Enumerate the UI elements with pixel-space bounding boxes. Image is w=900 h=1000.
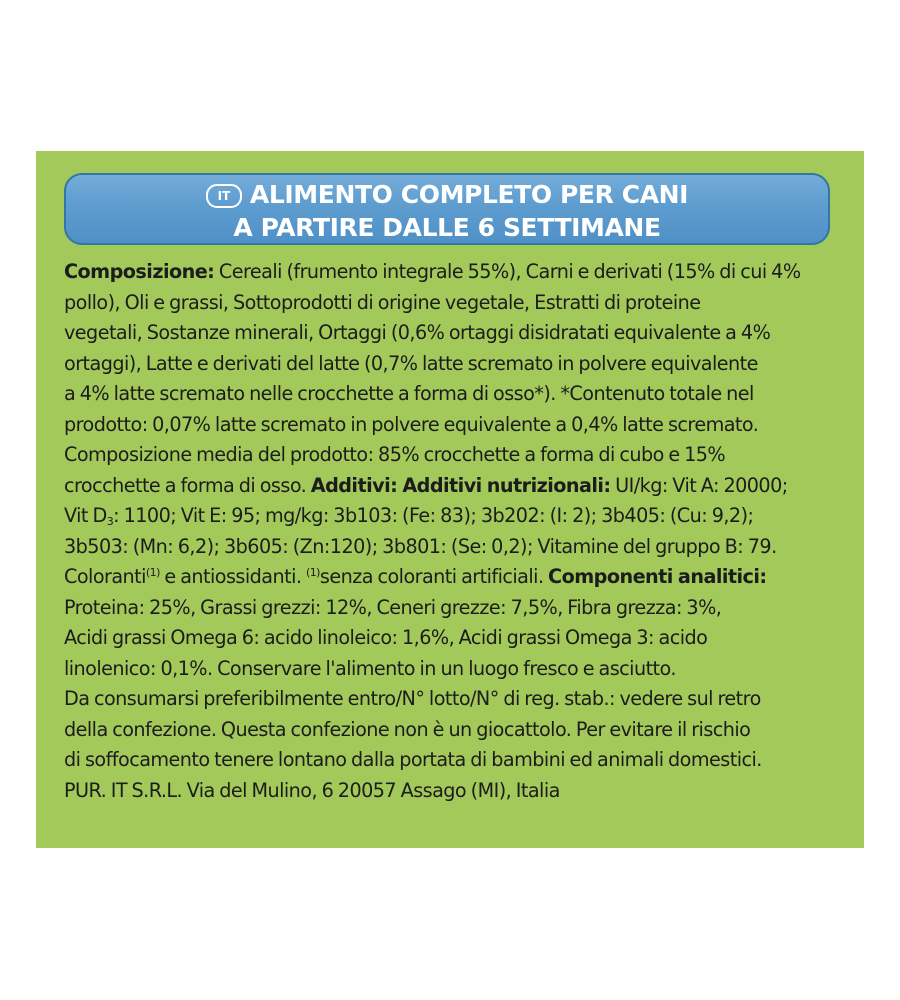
text-line: Da consumarsi preferibilmente entro/N° lotto/N° di reg. stab.: vedere sul retro [64,687,761,710]
text-line: prodotto: 0,07% latte scremato in polvere equivalente a 0,4% latte scremato. [64,412,759,436]
additives-heading: Additivi: Additivi nutrizionali: [310,473,611,497]
text-line: vegetali, Sostanze minerali, Ortaggi (0,6% ortaggi disidratati equivalente a 4% [64,321,771,344]
footnote-marker: (1) [145,566,160,579]
ingredients-text-block [64,257,854,806]
banner-line-2: A PARTIRE DALLE 6 SETTIMANE [233,213,661,242]
text-line: Proteina: 25%, Grassi grezzi: 12%, Ceneri grezze: 7,5%, Fibra grezza: 3%, [64,595,722,619]
vitamin-d3-subscript: 3 [106,515,114,528]
text-line: linolenico: 0,1%. Conservare l'alimento in un luogo fresco e asciutto. [64,656,676,680]
manufacturer-address: PUR. IT S.R.L. Via del Mulino, 6 20057 Assago (MI), Italia [64,778,560,802]
text-line: Composizione: Cereali (frumento integrale 55%), Carni e derivati (15% di cui 4% [64,260,801,283]
banner-line-1 [66,178,828,211]
text-line: della confezione. Questa confezione non è un giocattolo. Per evitare il rischio [64,717,751,741]
footnote-marker: (1) [305,566,320,579]
text-line: di soffocamento tenere lontano dalla portata di bambini ed animali domestici. [64,748,762,771]
text-line: pollo), Oli e grassi, Sottoprodotti di origine vegetale, Estratti di proteine [64,290,701,314]
language-badge-it: IT [206,184,242,208]
product-label-panel [36,151,864,848]
banner-title: ALIMENTO COMPLETO PER CANI [249,180,689,209]
text-line: Acidi grassi Omega 6: acido linoleico: 1,6%, Acidi grassi Omega 3: acido [64,626,708,649]
text-line: a 4% latte scremato nelle crocchette a forma di osso*). *Contenuto totale nel [64,382,754,405]
text-line: Coloranti$^{(1)}$ e antiossidanti. $^{(1)}$senza coloranti artificiali. Componenti analitici: [64,565,767,588]
text-line: crocchette a forma di osso. Additivi: Additivi nutrizionali: UI/kg: Vit A: 20000; [64,473,788,497]
text-line: Composizione media del prodotto: 85% crocchette a forma di cubo e 15% [64,443,726,466]
product-type-banner [64,173,830,245]
text-line: Vit $D_3$: 1100; Vit E: 95; mg/kg: 3b103: (Fe: 83); 3b202: (I: 2); 3b405: (Cu: 9,2); [64,504,754,528]
text-line: 3b503: (Mn: 6,2); 3b605: (Zn:120); 3b801: (Se: 0,2); Vitamine del gruppo B: 79. [64,534,777,558]
analytic-components-heading: Componenti analitici: [548,565,767,588]
composition-heading: Composizione: [64,260,215,283]
text-line: ortaggi), Latte e derivati del latte (0,7% latte scremato in polvere equivalente [64,351,758,375]
